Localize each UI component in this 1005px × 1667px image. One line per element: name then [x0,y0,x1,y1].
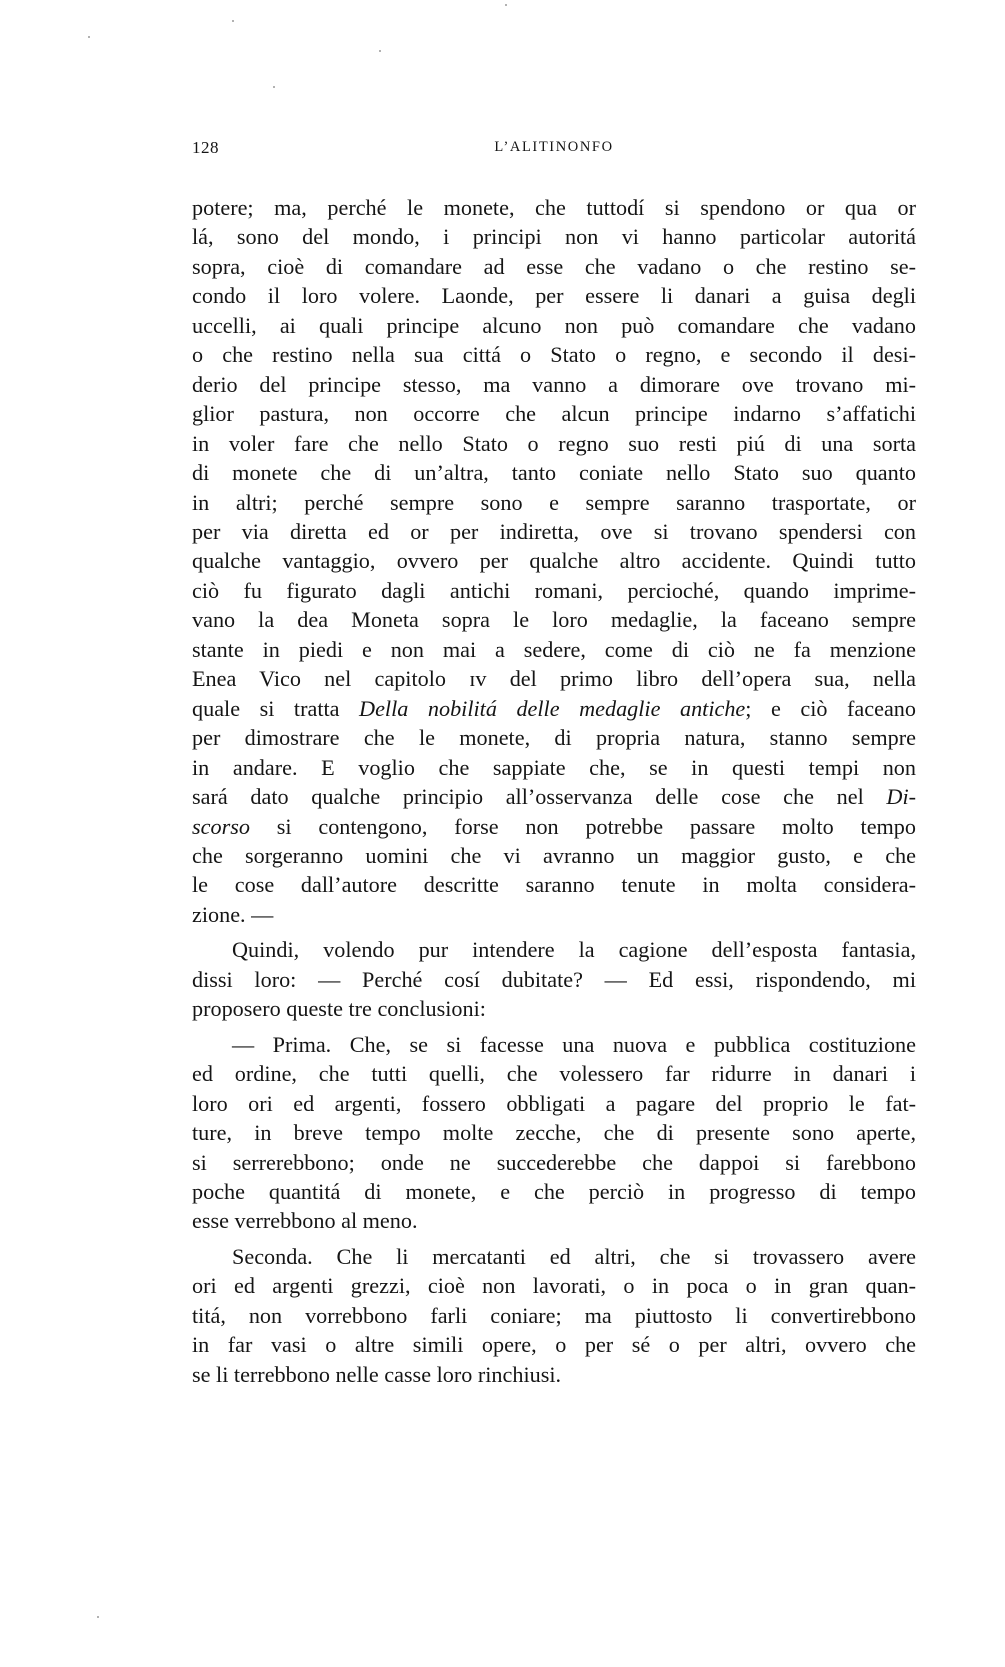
text-line: zione. — [192,901,274,927]
text-line: qualche vantaggio, ovvero per qualche altro accidente. Quindi tutto [192,548,916,574]
text-line: sopra, cioè di comandare ad esse che vadano o che restino se- [192,253,916,279]
text-line: stante in piedi e non mai a sedere, come di ciò ne fa menzione [192,636,916,662]
text-line: poche quantitá di monete, e che perciò in progresso di tempo [192,1178,916,1204]
text-line: ed ordine, che tutti quelli, che volessero far ridurre in danari i [192,1061,916,1087]
text-run: sará dato qualche principio all’osservanza delle cose che nel [192,784,887,810]
paragraph [192,1242,916,1389]
text-line: Seconda. Che li mercatanti ed altri, che si trovassero avere [232,1243,916,1269]
running-title: L’ALITINONFO [494,139,614,155]
text-line: le cose dall’autore descritte saranno tenute in molta considera- [192,872,916,898]
text-line: lá, sono del mondo, i principi non vi hanno particolar autoritá [192,224,916,250]
text-line: vano la dea Moneta sopra le loro medaglie, la faceano sempre [192,607,916,633]
text-line: esse verrebbono al meno. [192,1208,418,1234]
text-line: si serrerebbono; onde ne succederebbe che dappoi si farebbono [192,1149,916,1175]
running-head [192,138,916,162]
text-line: titá, non vorrebbono farli coniare; ma piuttosto li convertirebbono [192,1302,916,1328]
text-line: di monete che di un’altra, tanto coniate nello Stato suo quanto [192,460,916,486]
italic-title: scorso [192,813,250,839]
text-line: in andare. E voglio che sappiate che, se in questi tempi non [192,754,916,780]
scan-speck [97,1616,99,1618]
scan-speck [273,86,275,88]
italic-title: Della nobilitá delle medaglie antiche [359,695,746,721]
text-line: proposero queste tre conclusioni: [192,996,486,1022]
scan-speck [88,36,90,38]
page-number: 128 [192,138,219,157]
paragraph [192,193,916,929]
text-line: condo il loro volere. Laonde, per essere li danari a guisa degli [192,283,916,309]
text-line: ori ed argenti grezzi, cioè non lavorati, o in poca o in gran quan- [192,1273,916,1299]
text-line: che sorgeranno uomini che vi avranno un maggior gusto, e che [192,842,916,868]
scan-speck [379,50,381,52]
body-text [192,193,916,1389]
text-run: si contengono, forse non potrebbe passare molto tempo [249,813,916,839]
text-line: se li terrebbono nelle casse loro rinchiusi. [192,1361,562,1387]
text-line: Quindi, volendo pur intendere la cagione dell’esposta fantasia, [232,937,916,963]
text-line [192,694,916,723]
text-line: uccelli, ai quali principe alcuno non può comandare che vadano [192,312,916,338]
scan-speck [232,20,234,22]
italic-title: Di- [886,784,916,810]
text-line [192,782,916,811]
text-line: ture, in breve tempo molte zecche, che di presente sono aperte, [192,1120,916,1146]
text-line: per dimostrare che le monete, di propria natura, stanno sempre [192,725,916,751]
text-line: ciò fu figurato dagli antichi romani, percioché, quando imprime- [192,577,916,603]
paragraph [192,935,916,1023]
paragraph [192,1030,916,1236]
text-line: in altri; perché sempre sono e sempre saranno trasportate, or [192,489,916,515]
text-line: glior pastura, non occorre che alcun principe indarno s’affatichi [192,401,916,427]
text-line: — Prima. Che, se si facesse una nuova e pubblica costituzione [232,1031,916,1057]
text-line: loro ori ed argenti, fossero obbligati a pagare del proprio le fat- [192,1090,916,1116]
text-run: quale si tratta [192,695,360,721]
text-line: potere; ma, perché le monete, che tuttodí si spendono or qua or [192,195,916,220]
text-line [192,812,916,841]
text-line: Enea Vico nel capitolo ɪv del primo libro dell’opera sua, nella [192,666,916,692]
text-line: per via diretta ed or per indiretta, ove si trovano spendersi con [192,518,916,544]
scan-speck [505,4,507,6]
text-line: in far vasi o altre simili opere, o per sé o per altri, ovvero che [192,1332,916,1358]
text-line: in voler fare che nello Stato o regno suo resti piú di una sorta [192,430,916,456]
text-line: derio del principe stesso, ma vanno a dimorare ove trovano mi- [192,371,916,397]
text-line: o che restino nella sua cittá o Stato o regno, e secondo il desi- [192,342,916,368]
text-line: dissi loro: — Perché cosí dubitate? — Ed essi, rispondendo, mi [192,966,916,992]
text-run: ; e ciò faceano [745,695,916,721]
